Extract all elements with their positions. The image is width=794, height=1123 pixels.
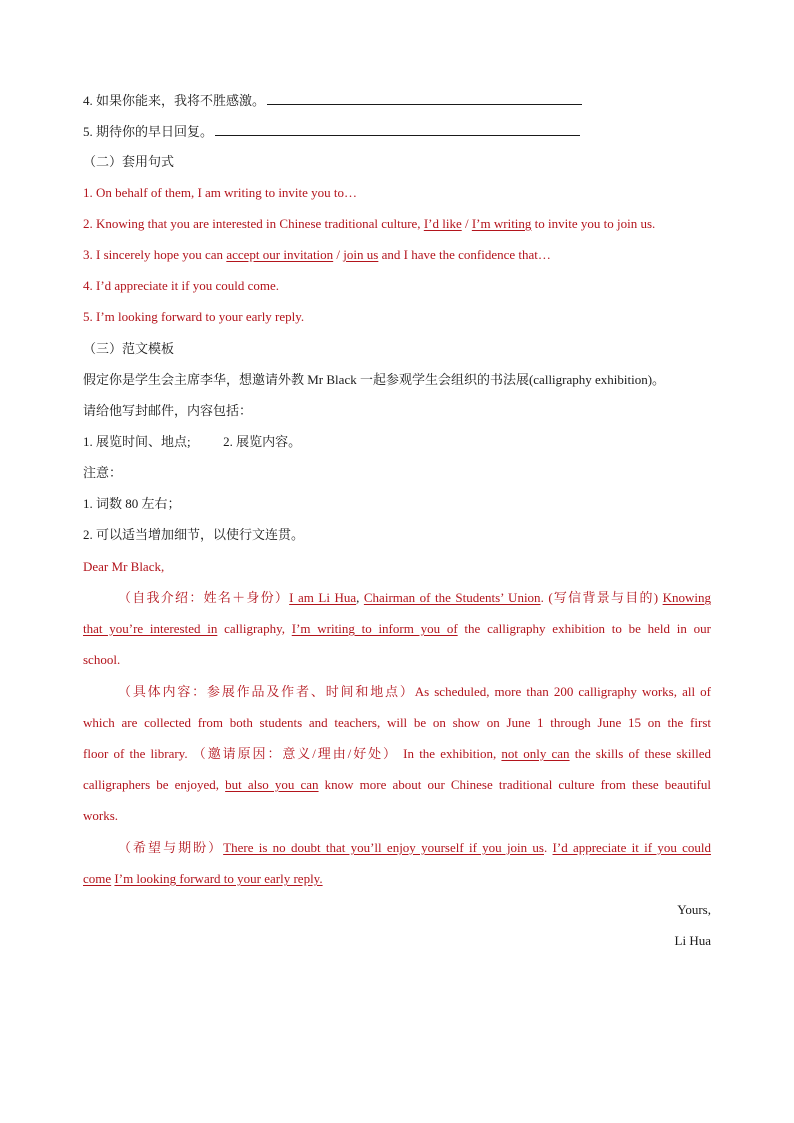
item-number: 5. bbox=[83, 124, 93, 139]
letter-para2-line4: calligraphers be enjoyed, but also you can know more about our Chinese traditional culture from these beautiful bbox=[83, 777, 711, 792]
pattern-1: 1. On behalf of them, I am writing to invite you to… bbox=[83, 185, 358, 200]
letter-para3-line2: come I’m looking forward to your early reply. bbox=[83, 871, 323, 886]
requirement-1: 1. 展览时间、地点; bbox=[83, 434, 191, 449]
pattern-4: 4. I’d appreciate it if you could come. bbox=[83, 278, 280, 293]
prompt-requirements bbox=[83, 434, 711, 450]
requirement-2: 2. 展览内容。 bbox=[223, 434, 302, 449]
letter-para3-line1: （希望与期盼）There is no doubt that you’ll enjoy yourself if you join us. I’d appreciate it if you could bbox=[118, 840, 711, 855]
letter-para2-line5: works. bbox=[83, 808, 119, 823]
item-text: 期待你的早日回复。 bbox=[96, 124, 214, 139]
letter-para2-line1: （具体内容：参展作品及作者、时间和地点）As scheduled, more than 200 calligraphy works, all of bbox=[118, 684, 711, 699]
prompt-line-1: 假定你是学生会主席李华，想邀请外教 Mr Black 一起参观学生会组织的书法展(calligraphy exhibition)。 bbox=[83, 372, 666, 387]
section-heading-patterns: （二）套用句式 bbox=[83, 154, 175, 169]
pattern-3: 3. I sincerely hope you can accept our invitation / join us and I have the confidence that… bbox=[83, 247, 551, 262]
note-title: 注意： bbox=[83, 465, 123, 480]
letter-para1-line1: （自我介绍：姓名＋身份）I am Li Hua, Chairman of the Students’ Union. (写信背景与目的) Knowing bbox=[118, 590, 711, 605]
prompt-line-2: 请给他写封邮件，内容包括： bbox=[83, 403, 253, 418]
section-heading-template: （三）范文模板 bbox=[83, 341, 175, 356]
letter-para2-line3: floor of the library. （邀请原因：意义/理由/好处） In the exhibition, not only can the skills of these skilled bbox=[83, 746, 712, 761]
note-2: 2. 可以适当增加细节，以使行文连贯。 bbox=[83, 527, 305, 542]
letter-para1-line2: that you’re interested in calligraphy, I’m writing to inform you of the calligraphy exhibition to be held in our bbox=[83, 621, 711, 636]
blank-item-5 bbox=[83, 123, 711, 140]
letter-para2-line2: which are collected from both students and teachers, will be on show on June 1 through June 15 on the first bbox=[83, 715, 711, 730]
answer-blank[interactable] bbox=[267, 92, 582, 105]
blank-item-4 bbox=[83, 92, 711, 109]
letter-para1-line3: school. bbox=[83, 652, 121, 667]
pattern-5: 5. I’m looking forward to your early reply. bbox=[83, 309, 305, 324]
letter-closing: Yours, bbox=[677, 902, 711, 917]
letter-greeting: Dear Mr Black, bbox=[83, 559, 165, 574]
letter-signature: Li Hua bbox=[674, 933, 711, 948]
item-text: 如果你能来，我将不胜感激。 bbox=[96, 93, 266, 108]
pattern-2: 2. Knowing that you are interested in Chinese traditional culture, I’d like / I’m writing to invite you to join us. bbox=[83, 216, 656, 231]
answer-blank[interactable] bbox=[215, 123, 580, 136]
note-1: 1. 词数 80 左右； bbox=[83, 496, 181, 511]
item-number: 4. bbox=[83, 93, 93, 108]
